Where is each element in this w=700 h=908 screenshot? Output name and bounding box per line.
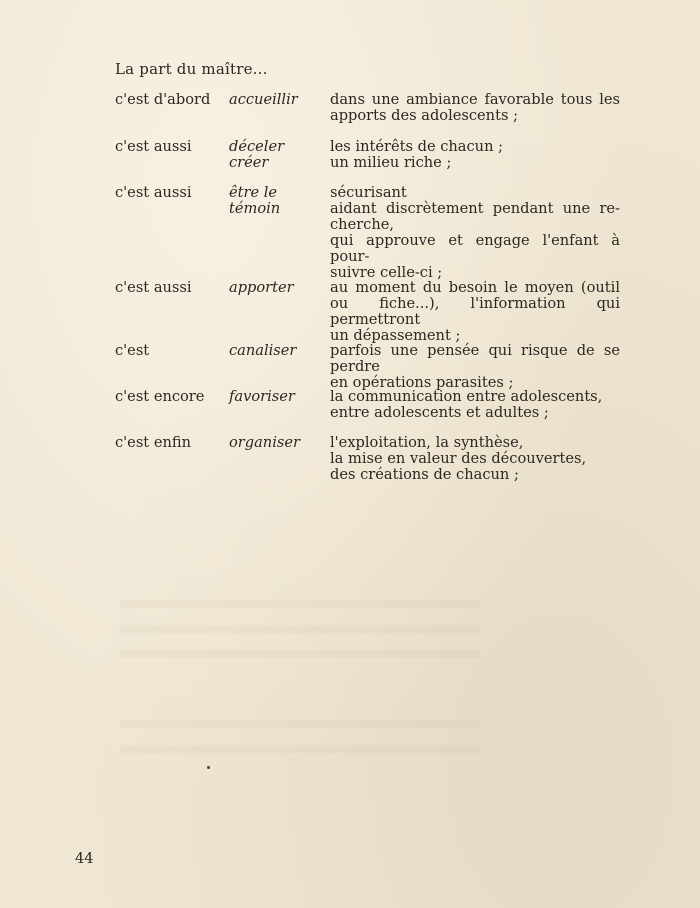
page-number: 44 — [75, 851, 94, 867]
description-line: apports des adolescents ; — [330, 107, 518, 124]
prefix: c'est aussi — [115, 279, 192, 296]
description — [330, 92, 620, 124]
verb: être le témoin — [229, 184, 281, 217]
prefix: c'est enfin — [115, 434, 191, 451]
verb-column — [229, 280, 329, 296]
description — [330, 280, 620, 344]
description-line: sécurisant — [330, 184, 407, 201]
verb: déceler — [229, 138, 285, 155]
description-line: aidant discrètement pendant une re- — [330, 200, 620, 217]
description-line: suivre celle-ci ; — [330, 264, 443, 281]
description-line: des créations de chacun ; — [330, 466, 519, 483]
description-line: un milieu riche ; — [330, 154, 452, 171]
description-line: la communication entre adolescents, — [330, 388, 603, 405]
show-through-text — [120, 600, 480, 608]
verb: accueillir — [229, 91, 298, 108]
verb: apporter — [229, 279, 294, 296]
verb: créer — [229, 154, 269, 171]
description-line: parfois une pensée qui risque de se perdre — [330, 342, 620, 375]
description-line: en opérations parasites ; — [330, 374, 514, 391]
prefix: c'est encore — [115, 388, 205, 405]
description-line: dans une ambiance favorable tous les — [330, 91, 620, 108]
verb-column — [229, 389, 329, 405]
prefix: c'est aussi — [115, 138, 192, 155]
verb-column — [229, 185, 329, 217]
intro-heading: La part du maître... — [115, 60, 268, 78]
description — [330, 139, 620, 171]
description-line: les intérêts de chacun ; — [330, 138, 504, 155]
prefix: c'est aussi — [115, 184, 192, 201]
description-line: un dépassement ; — [330, 327, 461, 344]
verb-column — [229, 92, 329, 108]
verb-column — [229, 435, 329, 451]
verb: organiser — [229, 434, 300, 451]
description — [330, 343, 620, 391]
description-line: qui approuve et engage l'enfant à pour- — [330, 232, 620, 265]
ink-speck — [207, 766, 210, 769]
show-through-text — [120, 745, 480, 753]
verb-column — [229, 343, 329, 359]
show-through-text — [120, 720, 480, 728]
description — [330, 389, 620, 421]
description-line: au moment du besoin le moyen (outil — [330, 279, 620, 296]
description-line: entre adolescents et adultes ; — [330, 404, 549, 421]
prefix: c'est — [115, 342, 150, 359]
description — [330, 185, 620, 281]
description-line: cherche, — [330, 216, 395, 233]
verb: favoriser — [229, 388, 295, 405]
show-through-text — [120, 625, 480, 633]
description-line: ou fiche...), l'information qui permettront — [330, 295, 620, 328]
verb-column — [229, 139, 329, 171]
show-through-text — [120, 650, 480, 658]
description-line: l'exploitation, la synthèse, — [330, 434, 524, 451]
description-line: la mise en valeur des découvertes, — [330, 450, 587, 467]
description — [330, 435, 620, 483]
verb: canaliser — [229, 342, 297, 359]
prefix: c'est d'abord — [115, 91, 211, 108]
